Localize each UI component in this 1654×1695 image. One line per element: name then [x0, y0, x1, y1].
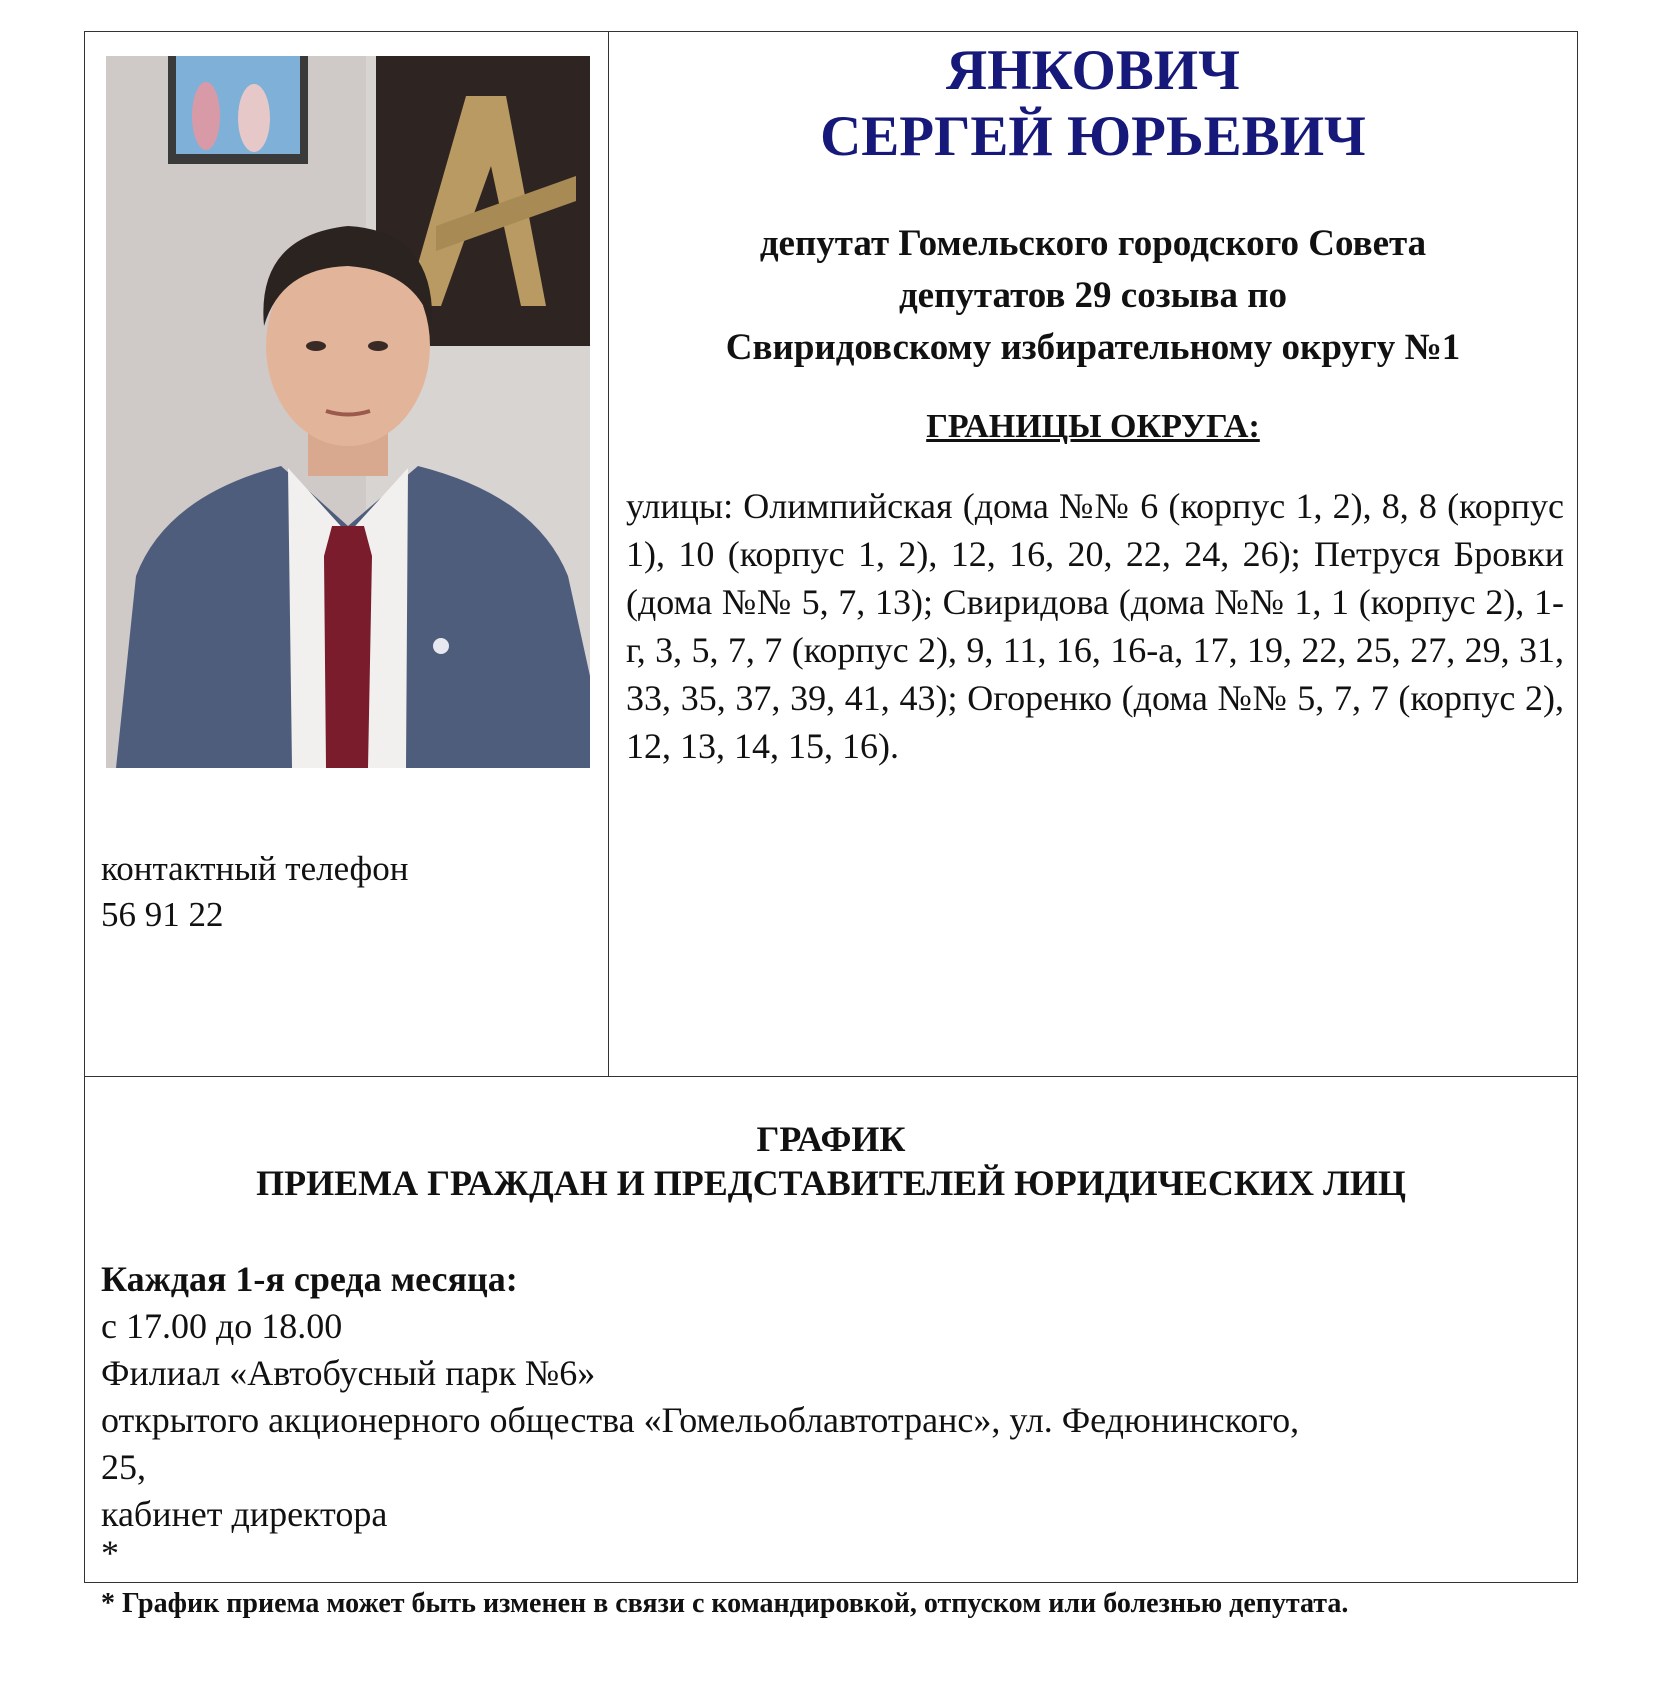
row-divider: [84, 1076, 1578, 1077]
schedule-place-line: открытого акционерного общества «Гомельоблавтотранс», ул. Федюнинского,: [101, 1400, 1300, 1440]
schedule-place-line: кабинет директора: [101, 1494, 388, 1534]
position-line: депутатов 29 созыва по: [898, 275, 1288, 316]
deputy-position: [608, 218, 1578, 374]
schedule-details: [101, 1256, 1561, 1573]
contact-block: [101, 846, 408, 938]
position-line: Свиридовскому избирательному округу №1: [725, 327, 1461, 368]
schedule-heading: [84, 1117, 1578, 1205]
deputy-name: [608, 38, 1578, 170]
schedule-place-line: Филиал «Автобусный парк №6»: [101, 1353, 596, 1393]
schedule-place-line: 25,: [101, 1447, 146, 1487]
schedule-asterisk: *: [101, 1533, 119, 1573]
deputy-given-names: СЕРГЕЙ ЮРЬЕВИЧ: [820, 105, 1366, 168]
schedule-day: Каждая 1-я среда месяца:: [101, 1259, 518, 1299]
schedule-title-line: ГРАФИК: [756, 1119, 906, 1159]
position-line: депутат Гомельского городского Совета: [759, 223, 1427, 264]
boundaries-heading: ГРАНИЦЫ ОКРУГА:: [926, 408, 1260, 445]
schedule-title-line: ПРИЕМА ГРАЖДАН И ПРЕДСТАВИТЕЛЕЙ ЮРИДИЧЕСКИХ ЛИЦ: [256, 1163, 1406, 1203]
column-divider: [608, 31, 609, 1077]
schedule-time: с 17.00 до 18.00: [101, 1306, 343, 1346]
boundaries-text: улицы: Олимпийская (дома №№ 6 (корпус 1, 2), 8, 8 (корпус 1), 10 (корпус 1, 2), 12, 16, 20, 22, 24, 26); Петруся Бровки (дома №№ 5, 7, 13); Свиридова (дома №№ 1, 1 (корпус 2), 1-г, 3, 5, 7, 7 (корпус 2), 9, 11, 16, 16-а, 17, 19, 22, 25, 27, 29, 31, 33, 35, 37, 39, 41, 43); Огоренко (дома №№ 5, 7, 7 (корпус 2), 12, 13, 14, 15, 16).: [626, 486, 1564, 766]
deputy-surname: ЯНКОВИЧ: [946, 39, 1240, 102]
contact-phone: 56 91 22: [101, 895, 224, 934]
contact-label: контактный телефон: [101, 849, 409, 888]
schedule-footnote: * График приема может быть изменен в связи с командировкой, отпуском или болезнью депутата.: [101, 1588, 1349, 1619]
deputy-portrait-photo: [106, 56, 590, 768]
